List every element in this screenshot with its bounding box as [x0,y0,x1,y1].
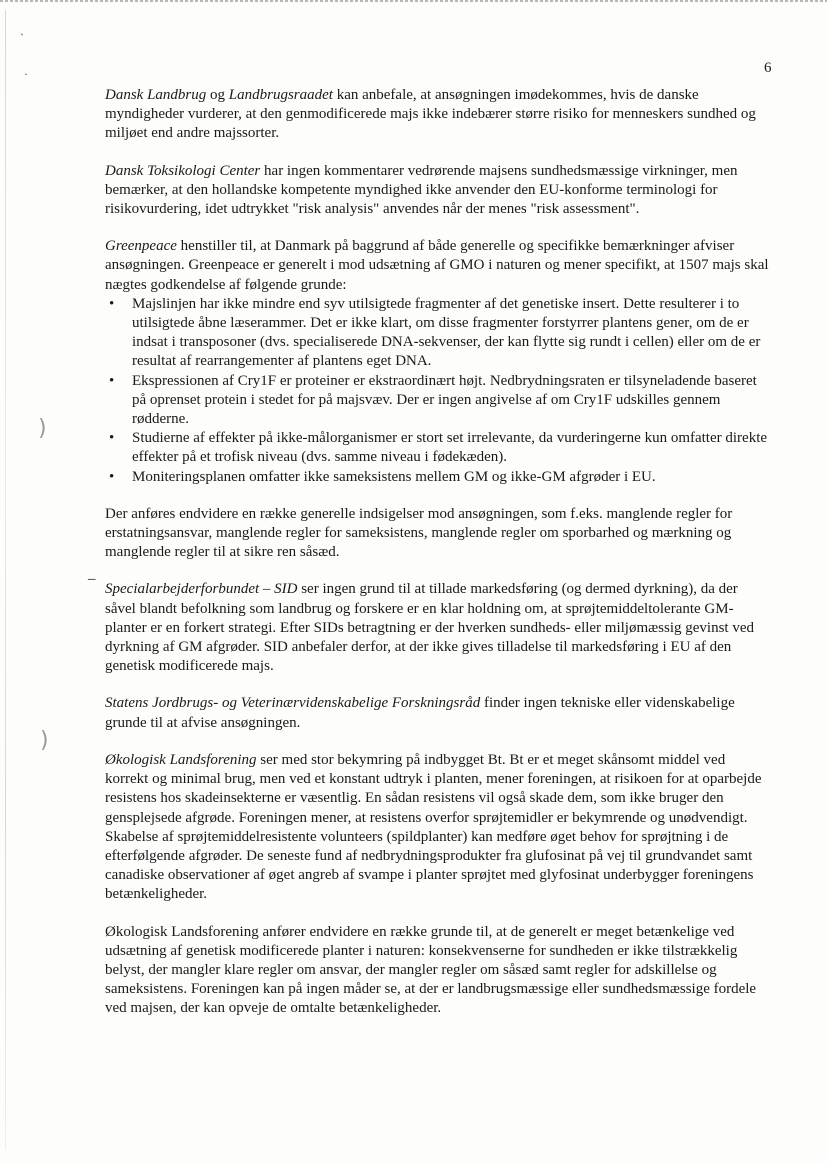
paragraph-oekologisk-landsforening [105,751,770,905]
list-item-text: Studierne af effekter på ikke-målorganismer er stort set irrelevante, da vurderingerne kun omfatter direkte effekter på et trofisk niveau (dvs. samme niveau i fødekæden). [132,430,768,466]
organization-name: Greenpeace [105,238,177,255]
page-number: 6 [764,60,772,76]
paragraph-forskningsraad [105,694,770,732]
bullet-icon: • [109,430,115,447]
paragraph-text: finder ingen tekniske eller videnskabelige grunde til at afvise ansøgningen. [105,695,735,731]
paragraph-text: kan anbefale, at ansøgningen imødekommes, hvis de danske myndigheder vurderer, at den genmodificerede majs ikke indebærer større risiko for menneskers sundhed og miljøet end andre majssorter. [105,87,756,142]
scan-speck: · [24,67,28,81]
scan-top-edge [0,0,827,2]
list-item [105,372,770,430]
scan-speck: ˋ [20,31,24,45]
organization-name: Statens Jordbrugs- og Veterinærvidenskabelige Forskningsråd [105,695,481,712]
punch-hole-mark: ) [38,416,47,441]
list-item [105,295,770,372]
paragraph-toksikologi [105,162,770,220]
organization-name: Økologisk Landsforening [105,751,257,768]
scan-left-edge [5,10,6,1150]
document-body [105,86,770,1037]
punch-hole-mark: ) [40,728,49,753]
bullet-icon: • [109,295,115,312]
paragraph-text: henstiller til, at Danmark på baggrund af både generelle og specifikke bemærkninger afviser ansøgningen. Greenpeace er generelt i mod udsætning af GMO i naturen og mener specifikt, at 1507 majs skal nægtes godkendelse af følgende grunde: [105,238,769,293]
greenpeace-bullet-list [105,295,770,487]
bullet-icon: • [109,372,115,389]
paragraph-sid [105,580,770,676]
bullet-icon: • [109,468,115,485]
list-item [105,429,770,467]
list-item-text: Majslinjen har ikke mindre end syv utilsigtede fragmenter af det genetiske insert. Dette resulterer i to utilsigtede åbne læserammer. Det er ikke klart, om disse fragmenter forstyrrer plantens gener, om de er indsat i transposoner (dvs. specialiserede DNA-sekvenser, der kan flytte sig rundt i cellen) eller om de er resultat af rearrangementer af plantens eget DNA. [132,295,761,370]
paragraph-text: og [206,87,229,103]
organization-name: Landbrugsraadet [228,87,333,103]
paragraph-text: Der anføres endvidere en række generelle indsigelser mod ansøgningen, som f.eks. manglende regler for erstatningsansvar, manglende regler for sameksistens, manglende regler om sporbarhed og mærkning og manglende regler til at sikre ren såsæd. [105,505,733,561]
paragraph-text: har ingen kommentarer vedrørende majsens sundhedsmæssige virkninger, men bemærker, at den hollandske kompetente myndighed ikke anvender den EU-konforme terminologi for risikovurdering, idet udtrykket "risk analysis" anvendes når der menes "risk assessment". [105,162,738,218]
paragraph-text: ser ingen grund til at tillade markedsføring (og dermed dyrkning), da der såvel blandt befolkning som landbrug og forskere er en klar holdning om, at sprøjtemiddeltolerante GM-planter er en forkert strategi. Efter SIDs betragtning er der hverken sundheds- eller miljømæssig gevinst ved dyrkning af GM afgrøder. SID anbefaler derfor, at der ikke gives tilladelse til markedsføring i EU af den genetisk modificerede majs. [105,581,754,675]
paragraph-dansk-landbrug [105,86,770,144]
paragraph-general-objections [105,505,770,563]
paragraph-oekologisk-additional [105,923,770,1019]
list-item-text: Moniteringsplanen omfatter ikke sameksistens mellem GM og ikke-GM afgrøder i EU. [132,468,656,485]
list-item [105,468,770,487]
organization-name: Dansk Toksikologi Center [105,162,261,179]
organization-name: Dansk Landbrug [105,87,207,103]
list-item-text: Ekspressionen af Cry1F er proteiner er ekstraordinært højt. Nedbrydningsraten er tilsyneladende baseret på oprenset protein i stedet for på majsvæv. Der er ingen angivelse af om Cry1F udskilles gennem rødderne. [132,372,757,428]
organization-name: Specialarbejderforbundet – SID [105,581,298,598]
margin-mark: _ [88,566,96,582]
paragraph-text: ser med stor bekymring på indbygget Bt. Bt er et meget skånsomt middel ved korrekt og minimal brug, men ved et konstant udtryk i planten, mener foreningen, at risikoen for at oparbejde resistens hos skadeinsekterne er væsentlig. En sådan resistens vil også skade dem, som ikke bruger den gensplejsede afgrøde. Foreningen mener, at resistens overfor sprøjtemidler er bekymrende og unødvendigt. Skabelse af sprøjtemiddelresistente volunteers (spildplanter) kan medføre øget behov for sprøjtning i de efterfølgende afgrøder. De seneste fund af nedbrydningsprodukter fra glufosinat på vej til grundvandet samt canadiske observationer af øget angreb af svampe i planter sprøjtet med glyfosinat underbygger foreningens betænkeligheder. [105,751,762,903]
paragraph-text: Økologisk Landsforening anfører endvidere en række grunde til, at de generelt er meget betænkelige ved udsætning af genetisk modificerede planter i naturen: konsekvenserne for sundheden er ikke tilstrækkelig belyst, der mangler klare regler om ansvar, der mangler regler om såsæd samt regler for adskillelse og sameksistens. Foreningen kan på ingen måder se, at der er landbrugsmæssige eller sundhedsmæssige fordele ved majsen, der kan opveje de omtalte betænkeligheder. [105,923,757,1017]
paragraph-greenpeace [105,237,770,295]
